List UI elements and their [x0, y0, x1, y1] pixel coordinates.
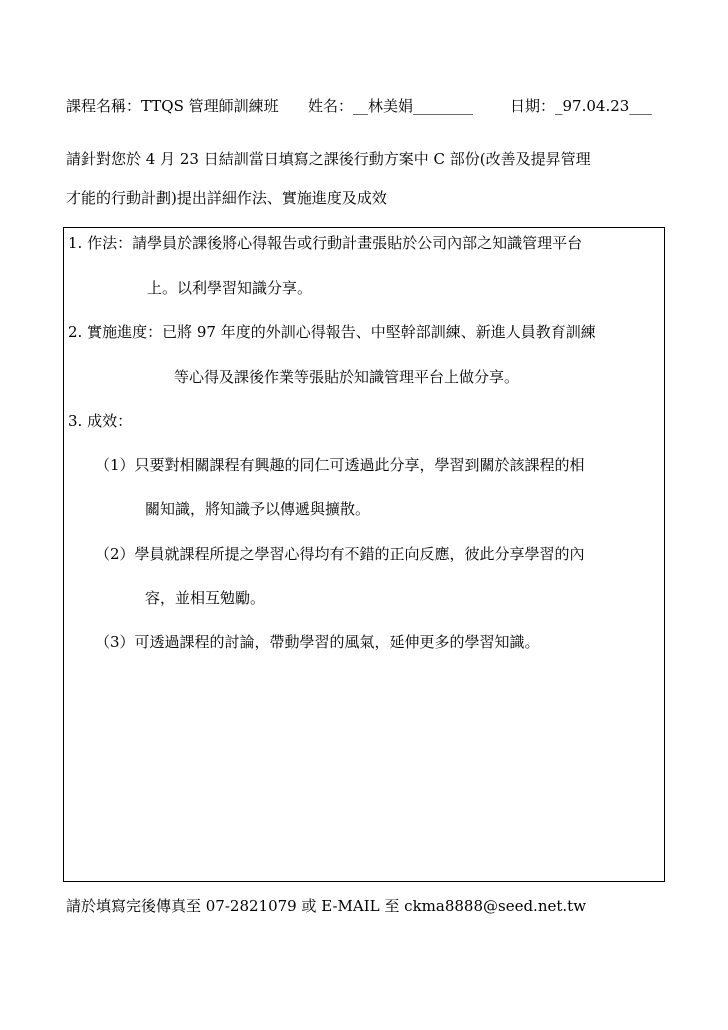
- sub-item-1-line-1: （1）只要對相關課程有興趣的同仁可透過此分享，學習到關於該課程的相: [95, 456, 585, 474]
- date-field: [510, 96, 652, 116]
- item-1-line-2: 上。以利學習知識分享。: [147, 279, 313, 297]
- date-value: _97.04.23___: [555, 97, 652, 115]
- header-row: [66, 96, 279, 116]
- sub-item-2-line-1: （2）學員就課程所提之學習心得均有不錯的正向反應，彼此分享學習的內: [95, 545, 585, 563]
- instruction-line-1: 請針對您於 4 月 23 日結訓當日填寫之課後行動方案中 C 部份(改善及提昇管理: [66, 150, 591, 168]
- course-value: TTQS 管理師訓練班: [141, 97, 279, 115]
- item-2-line-2: 等心得及課後作業等張貼於知識管理平台上做分享。: [174, 368, 520, 386]
- footer-contact: 請於填寫完後傳真至 07-2821079 或 E-MAIL 至 ckma8888@seed.net.tw: [66, 897, 587, 915]
- course-label: 課程名稱：: [66, 97, 142, 115]
- date-label: 日期：: [510, 97, 556, 115]
- item-2-line-1: 2. 實施進度：已將 97 年度的外訓心得報告、中堅幹部訓練、新進人員教育訓練: [68, 323, 596, 341]
- name-field: [308, 96, 473, 116]
- item-3-title: 3. 成效：: [68, 412, 133, 430]
- item-1-line-1: 1. 作法：請學員於課後將心得報告或行動計畫張貼於公司內部之知識管理平台: [68, 234, 583, 252]
- name-value: __林美娟________: [353, 97, 474, 115]
- sub-item-1-line-2: 關知識，將知識予以傳遞與擴散。: [145, 500, 371, 518]
- instruction-line-2: 才能的行動計劃)提出詳細作法、實施進度及成效: [66, 189, 387, 207]
- name-label: 姓名：: [308, 97, 354, 115]
- sub-item-3-line-1: （3）可透過課程的討論，帶動學習的風氣，延伸更多的學習知識。: [95, 633, 540, 651]
- sub-item-2-line-2: 容，並相互勉勵。: [145, 589, 266, 607]
